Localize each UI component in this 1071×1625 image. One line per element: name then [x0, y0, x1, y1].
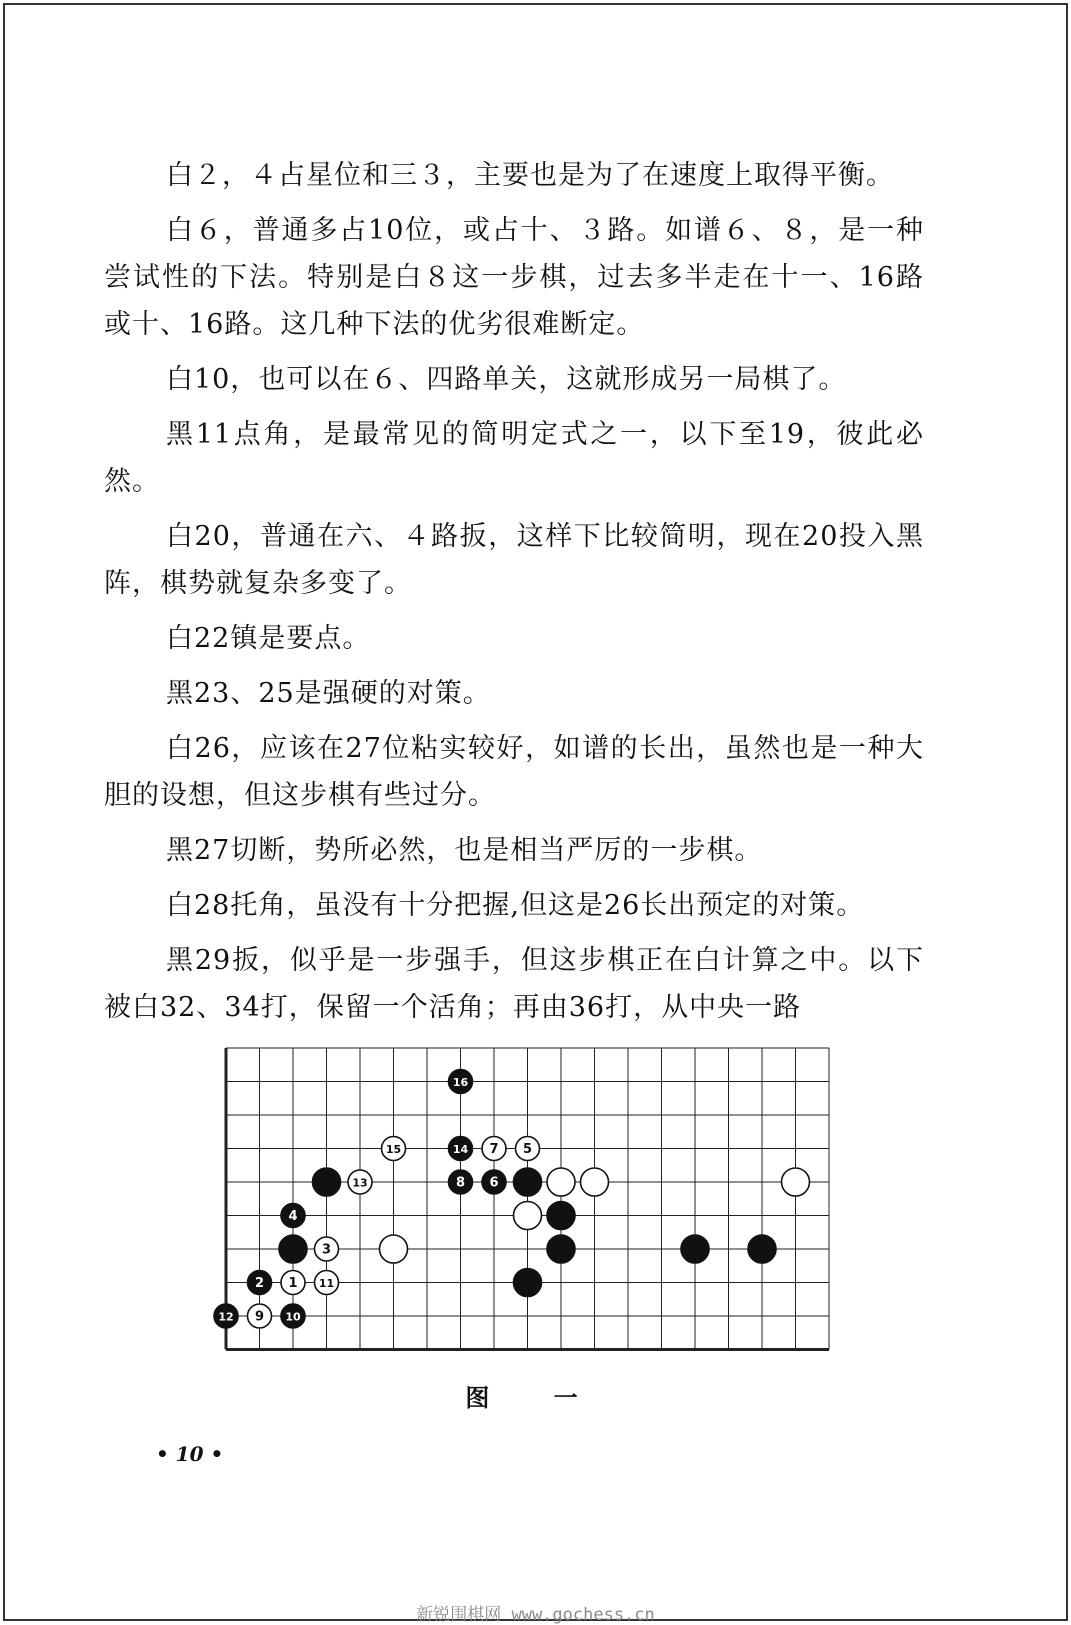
stone-move-number: 3	[321, 1242, 332, 1258]
stone-move-number: 15	[385, 1143, 402, 1156]
stone-move-number: 12	[218, 1310, 234, 1324]
paragraph: 白２，４占星位和三３，主要也是为了在速度上取得平衡。	[166, 160, 894, 191]
white-stone	[547, 1168, 575, 1196]
paragraph: 白28托角，虽没有十分把握,但这是26长出预定的对策。	[166, 890, 865, 921]
white-stone	[581, 1168, 609, 1196]
black-stone	[279, 1235, 307, 1263]
paragraph: 白10，也可以在６、四路单关，这就形成另一局棋了。	[166, 364, 847, 395]
black-stone	[547, 1235, 575, 1263]
paragraph: 黑11点角，是最常见的简明定式之一，以下至19，彼此必然。	[104, 419, 924, 497]
black-stone	[748, 1235, 776, 1263]
black-stone	[547, 1202, 575, 1230]
stone-move-number: 1	[288, 1276, 298, 1291]
figure-caption: 图 一	[465, 1384, 606, 1412]
stone-move-number: 14	[452, 1143, 469, 1156]
stone-move-number: 8	[455, 1175, 466, 1191]
stone-move-number: 5	[522, 1142, 533, 1157]
black-stone	[313, 1168, 341, 1196]
stone-move-number: 9	[254, 1309, 265, 1325]
paragraph: 白20，普通在六、４路扳，这样下比较简明，现在20投入黑阵，棋势就复杂多变了。	[104, 521, 924, 599]
stone-move-number: 7	[489, 1142, 499, 1157]
stone-move-number: 6	[489, 1175, 499, 1191]
black-stone	[681, 1235, 709, 1263]
paragraph: 白22镇是要点。	[166, 623, 371, 654]
watermark-footer: 新锐围棋网 www.gochess.cn	[416, 1605, 655, 1625]
stone-move-number: 4	[288, 1209, 298, 1224]
paragraph: 白６，普通多占10位，或占十、３路。如谱６、８，是一种尝试性的下法。特别是白８这一步棋，过去多半走在十一、16路或十、16路。这几种下法的优劣很难断定。	[104, 215, 924, 340]
go-diagram	[206, 1030, 846, 1360]
stone-move-number: 10	[285, 1310, 301, 1324]
black-stone	[514, 1168, 542, 1196]
black-stone	[514, 1269, 542, 1297]
stone-move-number: 13	[352, 1176, 368, 1190]
stone-move-number: 16	[452, 1076, 469, 1089]
paragraph: 黑23、25是强硬的对策。	[166, 678, 491, 709]
paragraph: 黑27切断，势所必然，也是相当严厉的一步棋。	[166, 835, 763, 866]
stone-move-number: 11	[318, 1277, 335, 1290]
stone-move-number: 2	[254, 1276, 265, 1291]
white-stone	[514, 1202, 542, 1230]
white-stone	[782, 1168, 810, 1196]
body-text	[104, 152, 924, 1039]
white-stone	[380, 1235, 408, 1263]
paragraph: 白26，应该在27位粘实较好，如谱的长出，虽然也是一种大胆的设想，但这步棋有些过分。	[104, 733, 924, 811]
page-number: • 10 •	[156, 1442, 224, 1466]
paragraph: 黑29扳，似乎是一步强手，但这步棋正在白计算之中。以下被白32、34打，保留一个活角；再由36打，从中央一路	[104, 945, 924, 1023]
